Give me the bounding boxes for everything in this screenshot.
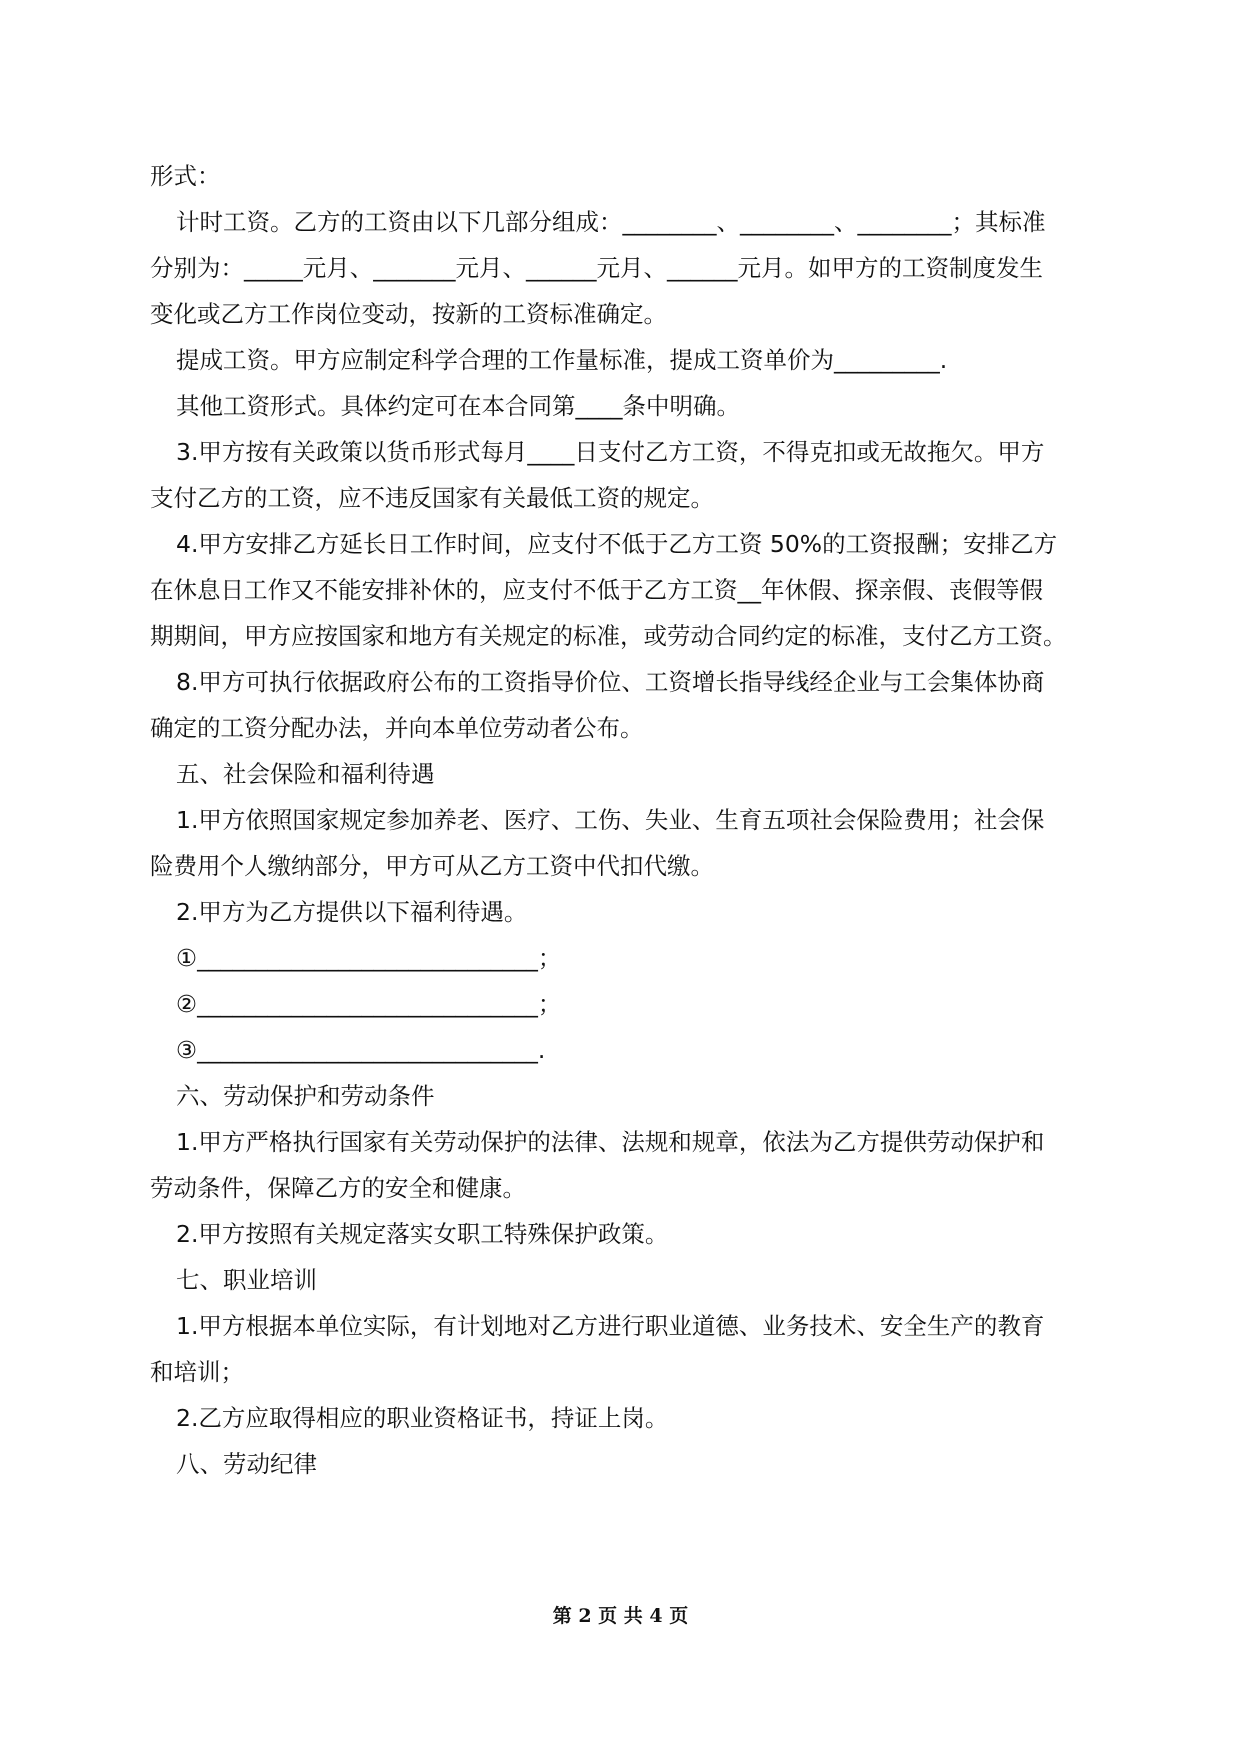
page-number-footer: 第 2 页 共 4 页 (552, 1605, 689, 1627)
fill-in-blank-2: ②_____________________________； (176, 990, 562, 1018)
text-line: 提成工资。甲方应制定科学合理的工作量标准，提成工资单价为_________. (176, 346, 948, 374)
text-line: 在休息日工作又不能安排补休的，应支付不低于乙方工资__年休假、探亲假、丧假等假 (150, 576, 1043, 604)
text-line: 其他工资形式。具体约定可在本合同第____条中明确。 (176, 392, 740, 420)
section-heading: 八、劳动纪律 (176, 1450, 317, 1478)
document-body (150, 153, 1090, 1487)
text-line: 3.甲方按有关政策以货币形式每月____日支付乙方工资，不得克扣或无故拖欠。甲方 (176, 438, 1045, 466)
text-line: 支付乙方的工资，应不违反国家有关最低工资的规定。 (150, 484, 714, 512)
section-heading: 五、社会保险和福利待遇 (176, 760, 435, 788)
text-line: 形式： (150, 162, 221, 190)
fill-in-blank-3: ③_____________________________. (176, 1036, 546, 1064)
section-heading: 六、劳动保护和劳动条件 (176, 1082, 435, 1110)
text-line: 分别为：_____元月、_______元月、______元月、______元月。如甲方的工资制度发生 (150, 254, 1043, 282)
text-line: 期期间，甲方应按国家和地方有关规定的标准，或劳动合同约定的标准，支付乙方工资。 (150, 622, 1067, 650)
text-line: 计时工资。乙方的工资由以下几部分组成：________、________、________；其标准 (176, 208, 1046, 236)
text-line: 2.乙方应取得相应的职业资格证书，持证上岗。 (176, 1404, 669, 1432)
text-line: 变化或乙方工作岗位变动，按新的工资标准确定。 (150, 300, 667, 328)
text-line: 确定的工资分配办法，并向本单位劳动者公布。 (150, 714, 644, 742)
text-line: 1.甲方依照国家规定参加养老、医疗、工伤、失业、生育五项社会保险费用；社会保 (176, 806, 1045, 834)
text-line: 4.甲方安排乙方延长日工作时间，应支付不低于乙方工资 50%的工资报酬；安排乙方 (176, 530, 1058, 558)
text-line: 1.甲方根据本单位实际，有计划地对乙方进行职业道德、业务技术、安全生产的教育 (176, 1312, 1045, 1340)
section-heading: 七、职业培训 (176, 1266, 317, 1294)
text-line: 和培训； (150, 1358, 244, 1386)
text-line: 1.甲方严格执行国家有关劳动保护的法律、法规和规章，依法为乙方提供劳动保护和 (176, 1128, 1045, 1156)
text-line: 2.甲方为乙方提供以下福利待遇。 (176, 898, 528, 926)
text-line: 险费用个人缴纳部分，甲方可从乙方工资中代扣代缴。 (150, 852, 714, 880)
fill-in-blank-1: ①_____________________________； (176, 944, 562, 972)
text-line: 8.甲方可执行依据政府公布的工资指导价位、工资增长指导线经企业与工会集体协商 (176, 668, 1045, 696)
text-line: 劳动条件，保障乙方的安全和健康。 (150, 1174, 526, 1202)
text-line: 2.甲方按照有关规定落实女职工特殊保护政策。 (176, 1220, 669, 1248)
